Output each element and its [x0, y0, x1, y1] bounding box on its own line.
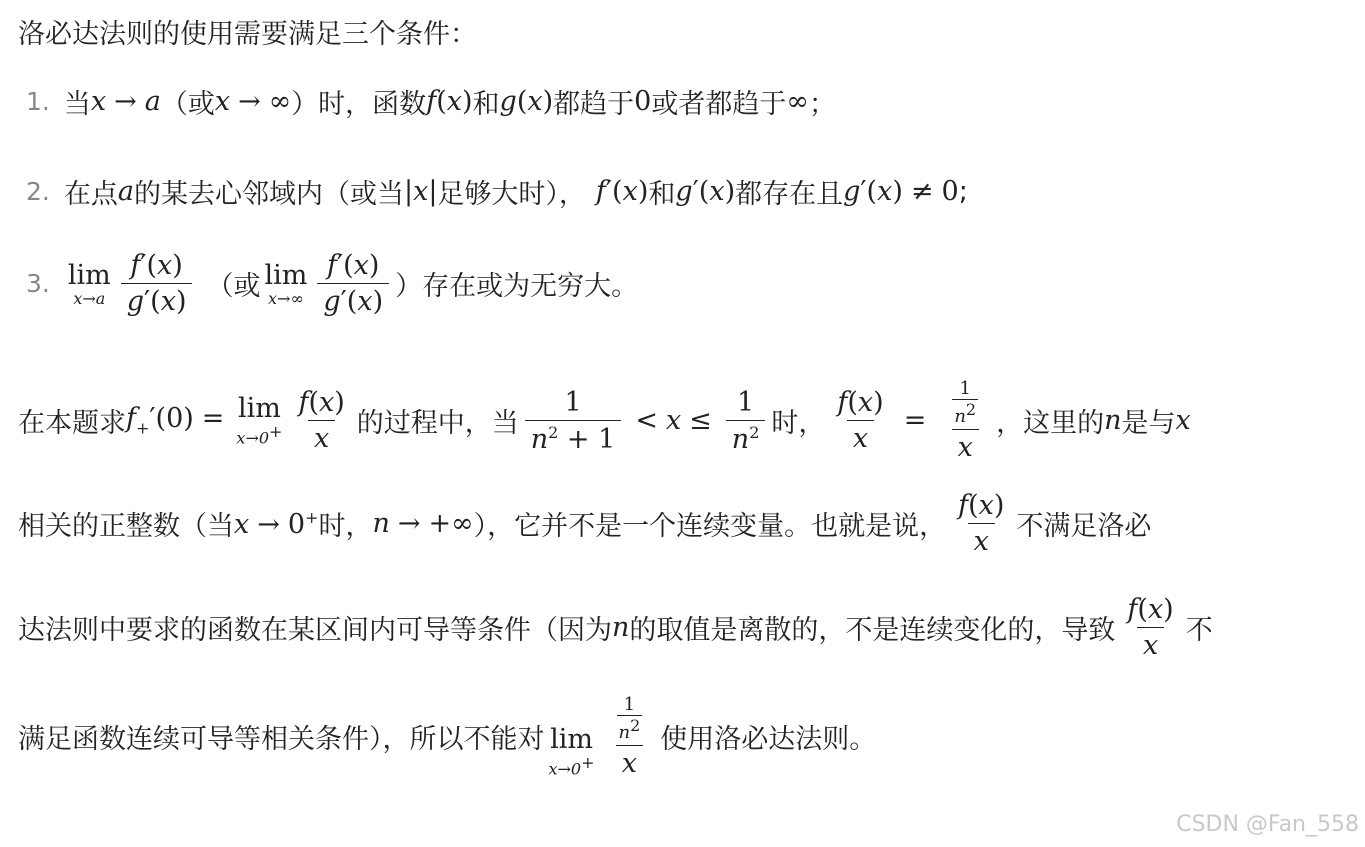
math-derivative: $f_+'(0)$ =: [126, 403, 225, 438]
math-fraction: $\frac{\frac{1}{n^2}}{x}$: [605, 694, 655, 779]
list-number: 1.: [26, 87, 50, 116]
math-fraction: $\frac{f(x)}{x}$: [837, 387, 884, 454]
math-fraction: $\frac{f'(x)}{g'(x)}$: [121, 250, 193, 317]
math-fx: f(x): [426, 86, 473, 117]
math-gprime-neq-0: g′(x) ≠ 0: [843, 176, 959, 207]
watermark: CSDN @Fan_558: [1176, 812, 1359, 837]
list-item-2: 2. 在点 a 的某去心邻域内（或当 |x| 足够大时）， f′(x) 和 g′(x) 都存在且 g′(x) ≠ 0 ;: [26, 176, 968, 210]
paragraph-line-2: 相关的正整数（当 x → 0+ 时， n → +∞ ），它并不是一个连续变量。也就是说， $\frac{f(x)}{x}$ 不满足洛必: [18, 490, 1152, 557]
math-abs-x: |x|: [403, 176, 438, 207]
math-limit: lim x→0+: [548, 724, 595, 779]
math-limit: lim x→a: [67, 259, 111, 308]
paragraph-line-4: 满足函数连续可导等相关条件），所以不能对 lim x→0+ $\frac{\frac{1}{n^2}}{x}$ 使用洛必达法则。: [18, 694, 877, 779]
list-number: 2.: [26, 177, 50, 206]
math-fraction: $\frac{f(x)}{x}$: [1127, 594, 1174, 661]
math-fraction: $\frac{f'(x)}{g'(x)}$: [317, 250, 389, 317]
math-x-to-inf: x → ∞: [214, 86, 292, 117]
math-fraction: $\frac{f(x)}{x}$: [298, 387, 345, 454]
intro-text: 洛必达法则的使用需要满足三个条件：: [18, 19, 477, 50]
math-gx: g(x): [499, 86, 554, 117]
paragraph-line-1: 在本题求 $f_+'(0)$ = lim x→0+ $\frac{f(x)}{x}$ 的过程中，当 $\frac{1}{n^2 + 1}$ < x ≤ $\frac{1}{n^2}$ 时， $\frac{f(x)}{x}$ = $\frac{\frac{1}{n^2}}{x}$ ，这里的 n 是与 x: [18, 378, 1191, 463]
math-x-to-a: x → a: [90, 86, 161, 117]
list-item-3: 3. lim x→a $\frac{f'(x)}{g'(x)}$ （或 lim x→∞ $\frac{f'(x)}{g'(x)}$ ）存在或为无穷大。: [26, 250, 639, 317]
list-number: 3.: [26, 269, 50, 298]
math-fraction: $\frac{1}{n^2 + 1}$: [525, 387, 622, 455]
list-item-1: 1. 当 x → a （或 x → ∞ ）时，函数 f(x) 和 g(x) 都趋于 0 或者都趋于 ∞ ；: [26, 86, 836, 120]
math-limit: lim x→0+: [236, 393, 283, 448]
math-limit: lim x→∞: [264, 259, 308, 308]
math-fraction: $\frac{1}{n^2}$: [726, 387, 766, 455]
paragraph-line-3: 达法则中要求的函数在某区间内可导等条件（因为 n 的取值是离散的，不是连续变化的，导致 $\frac{f(x)}{x}$ 不: [18, 594, 1213, 661]
math-fprime: f′(x): [595, 176, 649, 207]
math-gprime: g′(x): [675, 176, 736, 207]
math-fraction: $\frac{f(x)}{x}$: [958, 490, 1005, 557]
math-fraction: $\frac{\frac{1}{n^2}}{x}$: [940, 378, 990, 463]
